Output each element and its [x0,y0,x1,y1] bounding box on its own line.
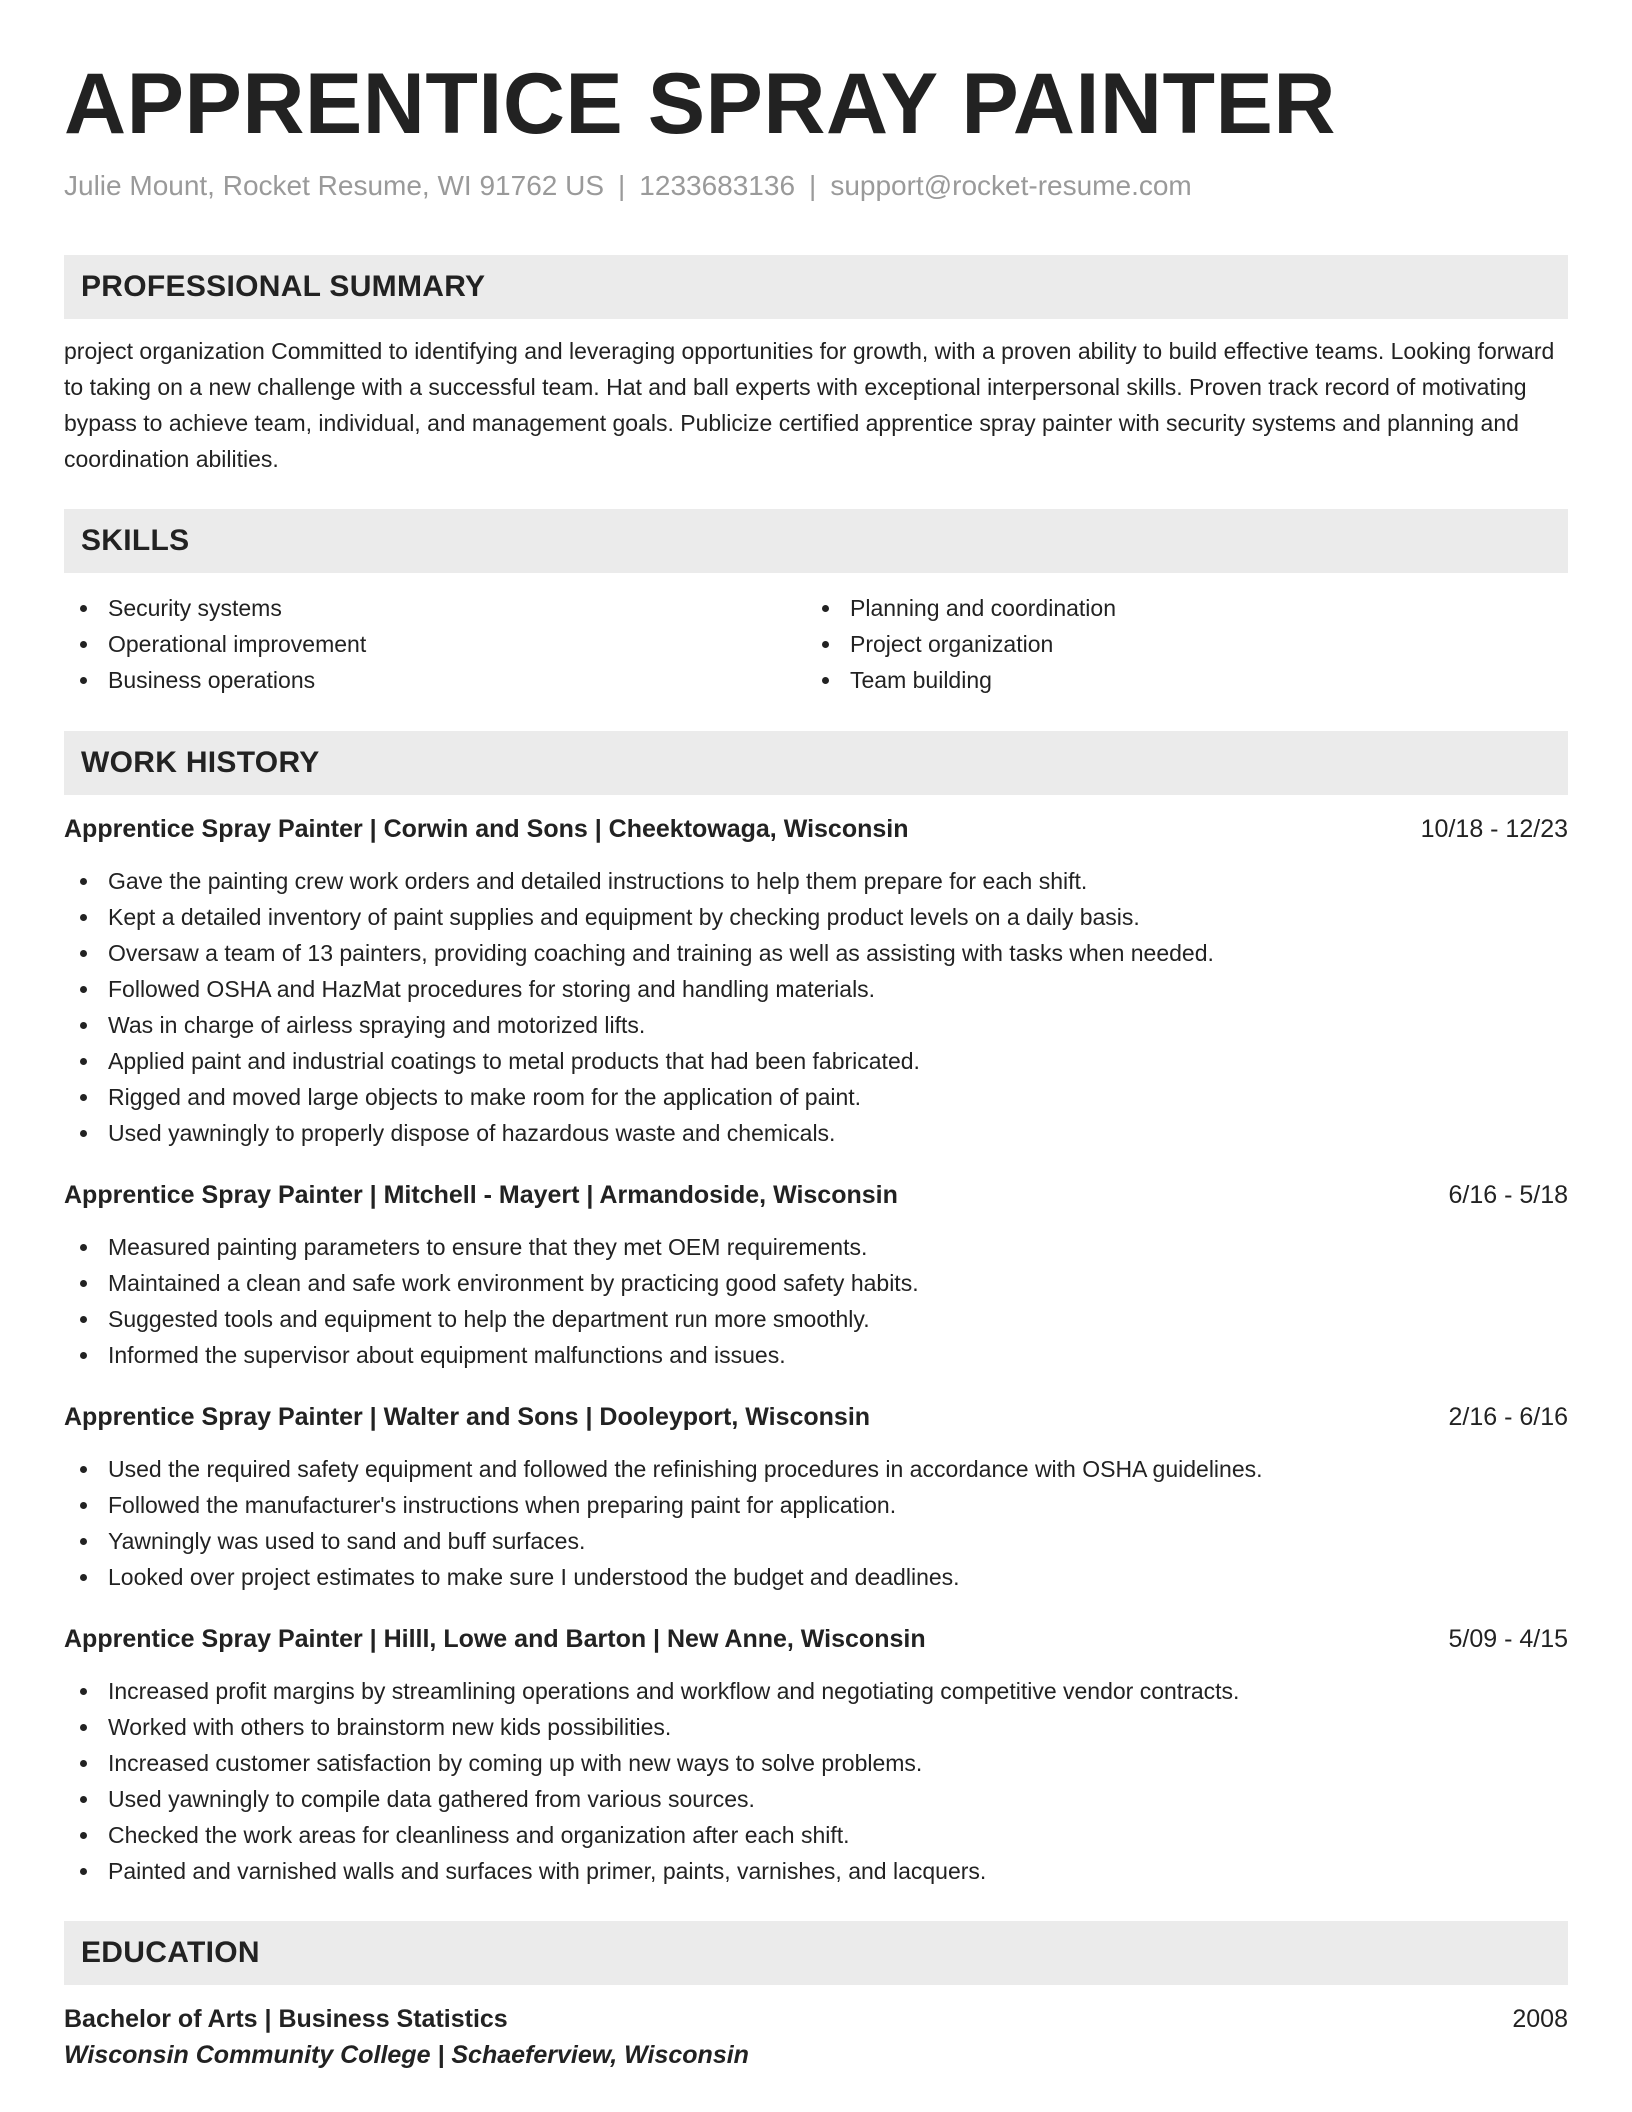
job-entry [64,811,1568,1151]
contact-separator: | [618,170,626,201]
skill-item: Project organization [806,626,1548,662]
job-bullet: Used yawningly to properly dispose of hazardous waste and chemicals. [64,1115,1568,1151]
job-bullet: Painted and varnished walls and surfaces with primer, paints, varnishes, and lacquers. [64,1853,1568,1889]
job-title: Apprentice Spray Painter | Hilll, Lowe and Barton | New Anne, Wisconsin [64,1625,926,1653]
job-bullet: Measured painting parameters to ensure that they met OEM requirements. [64,1229,1568,1265]
summary-text: project organization Committed to identifying and leveraging opportunities for growth, with a proven ability to build effective teams. Looking forward to taking on a new challenge with a successful team. Hat and ball experts with exceptional interpersonal skills. Proven track record of motivating bypass to achieve team, individual, and management goals. Publicize certified apprentice spray painter with security systems and planning and coordination abilities. [64,338,1555,472]
contact-separator: | [809,170,817,201]
education-entry [64,2001,1568,2073]
job-bullet: Followed the manufacturer's instructions when preparing paint for application. [64,1487,1568,1523]
job-entry [64,1399,1568,1595]
page-title: APPRENTICE SPRAY PAINTER [64,56,1337,152]
job-dates: 10/18 - 12/23 [1420,815,1568,843]
job-bullet: Kept a detailed inventory of paint supplies and equipment by checking product levels on a daily basis. [64,899,1568,935]
job-title: Apprentice Spray Painter | Corwin and Sons | Cheektowaga, Wisconsin [64,815,909,843]
job-title: Apprentice Spray Painter | Walter and Sons | Dooleyport, Wisconsin [64,1403,871,1431]
education-year: 2008 [1512,2005,1568,2033]
job-dates: 2/16 - 6/16 [1448,1403,1568,1431]
job-bullet-list [64,1451,1568,1595]
job-bullet: Applied paint and industrial coatings to metal products that had been fabricated. [64,1043,1568,1079]
job-bullet: Oversaw a team of 13 painters, providing coaching and training as well as assisting with tasks when needed. [64,935,1568,971]
job-bullet: Informed the supervisor about equipment malfunctions and issues. [64,1337,1568,1373]
skills-column-right [806,590,1548,698]
job-title-row [64,811,1568,847]
job-dates: 5/09 - 4/15 [1448,1625,1568,1653]
job-bullet: Used the required safety equipment and followed the refinishing procedures in accordance with OSHA guidelines. [64,1451,1568,1487]
job-title-row [64,1621,1568,1657]
education-degree: Bachelor of Arts | Business Statistics [64,2005,508,2033]
skill-item: Team building [806,662,1548,698]
job-bullet: Suggested tools and equipment to help the department run more smoothly. [64,1301,1568,1337]
skill-item: Operational improvement [64,626,806,662]
job-bullet: Followed OSHA and HazMat procedures for storing and handling materials. [64,971,1568,1007]
contact-line [64,168,1568,204]
skill-item: Planning and coordination [806,590,1548,626]
skill-item: Security systems [64,590,806,626]
contact-phone: 1233683136 [639,170,796,201]
job-title-row [64,1177,1568,1213]
job-entry [64,1177,1568,1373]
job-bullet: Checked the work areas for cleanliness and organization after each shift. [64,1817,1568,1853]
skill-item: Business operations [64,662,806,698]
job-bullet: Increased customer satisfaction by coming up with new ways to solve problems. [64,1745,1568,1781]
skills-column-left [64,590,806,698]
job-bullet: Used yawningly to compile data gathered from various sources. [64,1781,1568,1817]
job-title-row [64,1399,1568,1435]
job-bullet: Gave the painting crew work orders and detailed instructions to help them prepare for each shift. [64,863,1568,899]
contact-email: support@rocket-resume.com [830,170,1192,201]
job-dates: 6/16 - 5/18 [1448,1181,1568,1209]
job-bullet-list [64,1673,1568,1889]
job-bullet: Was in charge of airless spraying and motorized lifts. [64,1007,1568,1043]
job-bullet: Looked over project estimates to make sure I understood the budget and deadlines. [64,1559,1568,1595]
section-header-skills: SKILLS [64,509,1568,573]
job-bullet: Rigged and moved large objects to make room for the application of paint. [64,1079,1568,1115]
job-title: Apprentice Spray Painter | Mitchell - Mayert | Armandoside, Wisconsin [64,1181,898,1209]
contact-address: Julie Mount, Rocket Resume, WI 91762 US [64,170,605,201]
job-bullet-list [64,863,1568,1151]
skills-grid [64,590,1568,698]
job-bullet-list [64,1229,1568,1373]
section-header-work-history: WORK HISTORY [64,731,1568,795]
job-bullet: Maintained a clean and safe work environment by practicing good safety habits. [64,1265,1568,1301]
job-bullet: Increased profit margins by streamlining operations and workflow and negotiating competitive vendor contracts. [64,1673,1568,1709]
section-header-summary: PROFESSIONAL SUMMARY [64,255,1568,319]
job-bullet: Yawningly was used to sand and buff surfaces. [64,1523,1568,1559]
education-degree-row [64,2001,1568,2037]
education-school: Wisconsin Community College | Schaeferview, Wisconsin [64,2041,749,2069]
job-entry [64,1621,1568,1889]
section-header-education: EDUCATION [64,1921,1568,1985]
job-bullet: Worked with others to brainstorm new kids possibilities. [64,1709,1568,1745]
